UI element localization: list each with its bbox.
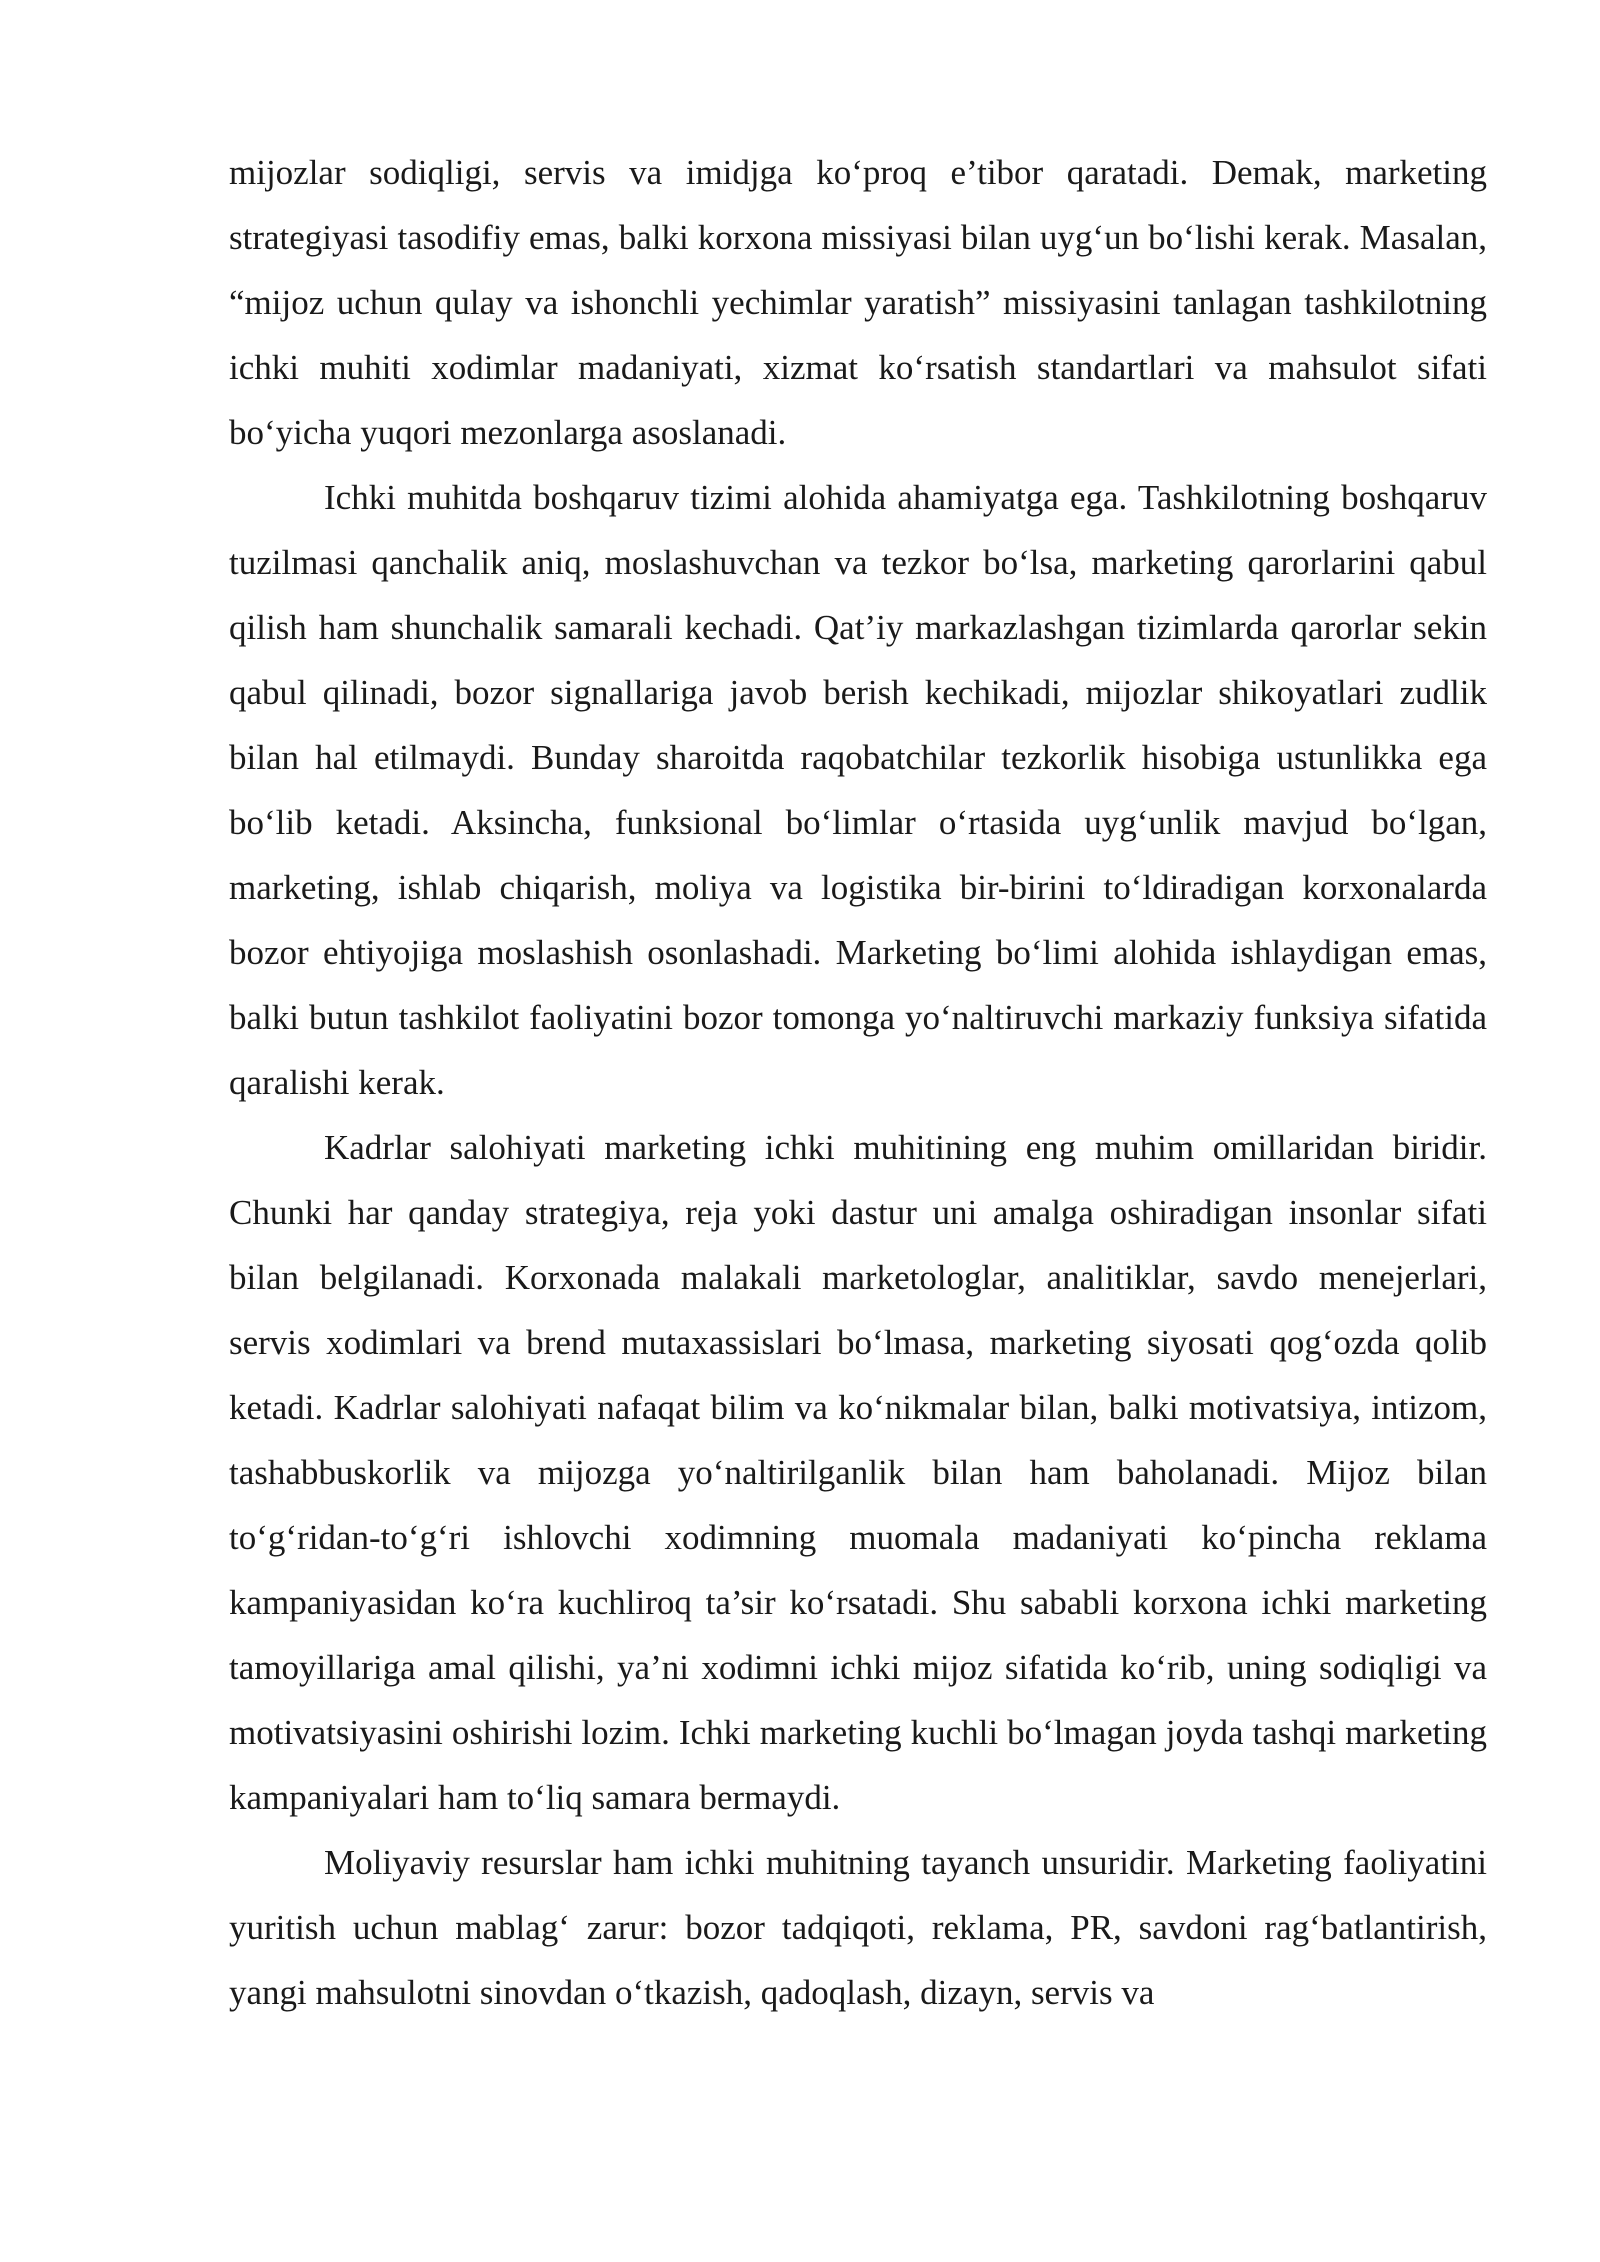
paragraph-continuation: mijozlar sodiqligi, servis va imidjga ko‘proq e’tibor qaratadi. Demak, marketing strategiyasi tasodifiy emas, balki korxona missiyasi bilan uyg‘un bo‘lishi kerak. Masalan, “mijoz uchun qulay va ishonchli yechimlar yaratish” missiyasini tanlagan tashkilotning ichki muhiti xodimlar madaniyati, xizmat ko‘rsatish standartlari va mahsulot sifati bo‘yicha yuqori mezonlarga asoslanadi. [229, 153, 1487, 452]
paragraph-personnel-potential: Kadrlar salohiyati marketing ichki muhitining eng muhim omillaridan biridir. Chunki har qanday strategiya, reja yoki dastur uni amalga oshiradigan insonlar sifati bilan belgilanadi. Korxonada malakali marketologlar, analitiklar, savdo menejerlari, servis xodimlari va brend mutaxassislari bo‘lmasa, marketing siyosati qog‘ozda qolib ketadi. Kadrlar salohiyati nafaqat bilim va ko‘nikmalar bilan, balki motivatsiya, intizom, tashabbuskorlik va mijozga yo‘naltirilganlik bilan ham baholanadi. Mijoz bilan to‘g‘ridan-to‘g‘ri ishlovchi xodimning muomala madaniyati ko‘pincha reklama kampaniyasidan ko‘ra kuchliroq ta’sir ko‘rsatadi. Shu sababli korxona ichki marketing tamoyillariga amal qilishi, ya’ni xodimni ichki mijoz sifatida ko‘rib, uning sodiqligi va motivatsiyasini oshirishi lozim. Ichki marketing kuchli bo‘lmagan joyda tashqi marketing kampaniyalari ham to‘liq samara bermaydi. [229, 1128, 1487, 1817]
document-body [229, 140, 1487, 2025]
paragraph-financial-resources: Moliyaviy resurslar ham ichki muhitning tayanch unsuridir. Marketing faoliyatini yuritish uchun mablag‘ zarur: bozor tadqiqoti, reklama, PR, savdoni rag‘batlantirish, yangi mahsulotni sinovdan o‘tkazish, qadoqlash, dizayn, servis va [229, 1843, 1487, 2012]
paragraph-management-system: Ichki muhitda boshqaruv tizimi alohida ahamiyatga ega. Tashkilotning boshqaruv tuzilmasi qanchalik aniq, moslashuvchan va tezkor bo‘lsa, marketing qarorlarini qabul qilish ham shunchalik samarali kechadi. Qat’iy markazlashgan tizimlarda qarorlar sekin qabul qilinadi, bozor signallariga javob berish kechikadi, mijozlar shikoyatlari zudlik bilan hal etilmaydi. Bunday sharoitda raqobatchilar tezkorlik hisobiga ustunlikka ega bo‘lib ketadi. Aksincha, funksional bo‘limlar o‘rtasida uyg‘unlik mavjud bo‘lgan, marketing, ishlab chiqarish, moliya va logistika bir-birini to‘ldiradigan korxonalarda bozor ehtiyojiga moslashish osonlashadi. Marketing bo‘limi alohida ishlaydigan emas, balki butun tashkilot faoliyatini bozor tomonga yo‘naltiruvchi markaziy funksiya sifatida qaralishi kerak. [229, 478, 1487, 1102]
